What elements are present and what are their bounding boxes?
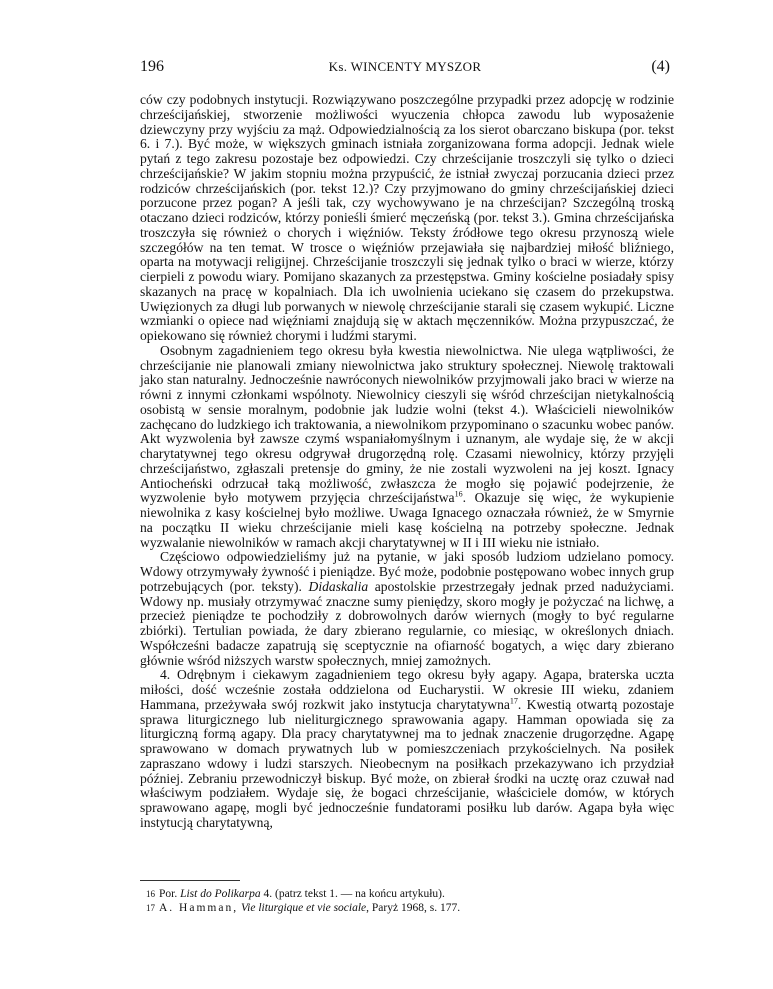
footnote-17 bbox=[140, 901, 674, 915]
paragraph-3-part-b: apostolskie przestrzegały jednak przed nadużyciami. Wdowy np. musiały otrzymywać znaczne sumy pieniędzy, skoro mogły je pożyczać na lichwę, a przecież pieniądze te pochodziły z dobrowolnych darów wiernych (mogły to być regularne zbiórki). Tertulian powiada, że dary zbierano regularnie, co miesiąc, w określonych dniach. Współcześni badacze zapatrują się sceptycznie na ofiarność bogatych, a więc dary zbierano głównie wśród niższych warstw społecznych, mniej zamożnych. bbox=[140, 578, 675, 668]
running-header bbox=[140, 58, 670, 82]
paragraph-3-part-a: Częściowo odpowiedzieliśmy już na pytanie, w jaki sposób ludziom udzielano pomocy. Wdowy otrzymywały żywność i pieniądze. Być może, podobnie postępowano wobec innych grup potrzebujących (por. teksty). bbox=[140, 549, 674, 594]
part-number: (4) bbox=[651, 58, 670, 75]
paragraph-2-part-b: . Okazuje się więc, że wykupienie niewolnika z kasy kościelnej było możliwe. Uwaga Ignacego oznaczała również, że w Smyrnie na początku II wieku chrześcijanie mieli kasę kościelną na potrzeby społeczne. Jednak wyzwalanie niewolników w ramach akcji charytatywnej w II i III wieku nie istniało. bbox=[140, 490, 675, 550]
footnote-suffix: 4. (patrz tekst 1. — na końcu artykułu). bbox=[260, 888, 445, 900]
paragraph-3 bbox=[140, 550, 674, 668]
paragraph-4-part-a: 4. Odrębnym i ciekawym zagadnieniem tego okresu były agapy. Agapa, braterska uczta miłości, dość wcześnie została oddzielona od Eucharystii. W okresie III wieku, zdaniem Hammana, przeżywała swój rozkwit jako instytucja charytatywna bbox=[140, 667, 674, 712]
page-number: 196 bbox=[140, 58, 164, 75]
footnote-author: A. Hamman, bbox=[159, 902, 239, 914]
footnote-mark: 17 bbox=[146, 903, 155, 913]
footnote-title: Vie liturgique et vie sociale bbox=[240, 902, 367, 914]
paragraph-2-part-a: Osobnym zagadnieniem tego okresu była kwestia niewolnictwa. Nie ulega wątpliwości, że chrześcijanie nie planowali zmiany niewolnictwa jako struktury społecznej. Niewolę traktowali jako stan naturalny. Jednocześnie nawróconych niewolników przyjmowali jako braci w wierze na równi z innymi członkami wspólnoty. Niewolnicy cieszyli się wśród chrześcijan nietykalnością osobistą w sensie moralnym, podobnie jak ludzie wolni (tekst 4.). Właścicieli niewolników zachęcano do ludzkiego ich traktowania, a niewolnikom przypominano o szacunku wobec panów. Akt wyzwolenia był zawsze czymś wspaniałomyślnym i uznanym, ale wydaje się, że w akcji charytatywnej tego okresu odgrywał drugorzędną rolę. Czasami niewolnicy, którzy przyjęli chrześcijaństwo, zgłaszali pretensje do gminy, że nie zostali wyzwoleni na jej koszt. Ignacy Antiocheński odrzucał taką możliwość, zwłaszcza że mogło się pojawić podejrzenie, że wyzwolenie było motywem przyjęcia chrześcijaństwa bbox=[140, 342, 674, 506]
paragraph-3-italic-title: Didaskalia bbox=[308, 578, 369, 594]
running-title: Ks. WINCENTY MYSZOR bbox=[328, 59, 482, 74]
footnotes bbox=[140, 880, 674, 915]
paragraph-4-part-b: . Kwestią otwartą pozostaje sprawa liturgicznego lub nieliturgicznego sprawowania agapy. Hamman opowiada się za liturgiczną formą agapy. Dla pracy charytatywnej ma to jednak znaczenie drugorzędne. Agapę sprawowano w domach prywatnych lub w pomieszczeniach przykościelnych. Na posiłek zapraszano wdowy i ludzi starszych. Nieobecnym na posiłkach przekazywano ich przydział później. Zebraniu przewodniczył biskup. Być może, on zbierał środki na ucztę oraz czuwał nad właściwym podziałem. Wydaje się, że bogaci chrześcijanie, właściciele domów, w których sprawowano agapę, mogli być jednocześnie fundatorami posiłku lub darów. Agapa była więc instytucją charytatywną, bbox=[140, 696, 674, 830]
paragraph-2 bbox=[140, 344, 674, 551]
footnote-ref-16[interactable]: 16 bbox=[454, 489, 463, 499]
footnote-16 bbox=[140, 887, 674, 901]
footnote-suffix: , Paryż 1968, s. 177. bbox=[366, 902, 461, 914]
paragraph-1: ców czy podobnych instytucji. Rozwiązywano poszczególne przypadki przez adopcję w rodzinie chrześcijańskiej, stworzenie możliwości wyuczenia chłopca zawodu lub wyposażenie dziewczyny przy wyjściu za mąż. Odpowiedzialnością za los sierot obarczano biskupa (por. tekst 6. i 7.). Być może, w większych gminach istniała zorganizowana forma adopcji. Jednak wiele pytań z tego zakresu pozostaje bez odpowiedzi. Czy chrześcijanie troszczyli się tylko o dzieci chrześcijańskie? W jakim stopniu można przypuścić, że istniał zwyczaj porzucania dzieci przez rodziców chrześcijańskich (por. tekst 12.)? Czy przyjmowano do gminy chrześcijańskiej dzieci porzucone przez pogan? A jeśli tak, czy wychowywano je na chrześcijan? Szczególną troską otaczano dzieci rodziców, którzy ponieśli śmierć męczeńską (por. tekst 3.). Gmina chrześcijańska troszczyła się również o chorych i więźniów. Teksty źródłowe tego okresu przynoszą wiele szczegółów na ten temat. W trosce o więźniów przejawiała się najbardziej miłość bliźniego, oparta na motywacji religijnej. Chrześcijanie troszczyli się jednak tylko o braci w wierze, którzy cierpieli z powodu wiary. Pomijano skazanych za przestępstwa. Gminy kościelne posiadały spisy skazanych na pracę w kopalniach. Dla ich uwolnienia uciekano się czasem do przekupstwa. Uwięzionych za długi lub porwanych w niewolę chrześcijanie starali się czasem wykupić. Liczne wzmianki o opiece nad więźniami znajdują się w aktach męczenników. Można przypuszczać, że opiekowano się również chorymi i ludźmi starymi. bbox=[140, 92, 674, 343]
paragraph-4 bbox=[140, 668, 674, 830]
footnote-ref-17[interactable]: 17 bbox=[509, 696, 518, 706]
body-text bbox=[140, 93, 674, 831]
footnote-divider bbox=[140, 880, 240, 881]
footnote-title: List do Polikarpa bbox=[180, 888, 261, 900]
footnote-mark: 16 bbox=[146, 889, 155, 899]
footnote-prefix: Por. bbox=[159, 888, 181, 900]
